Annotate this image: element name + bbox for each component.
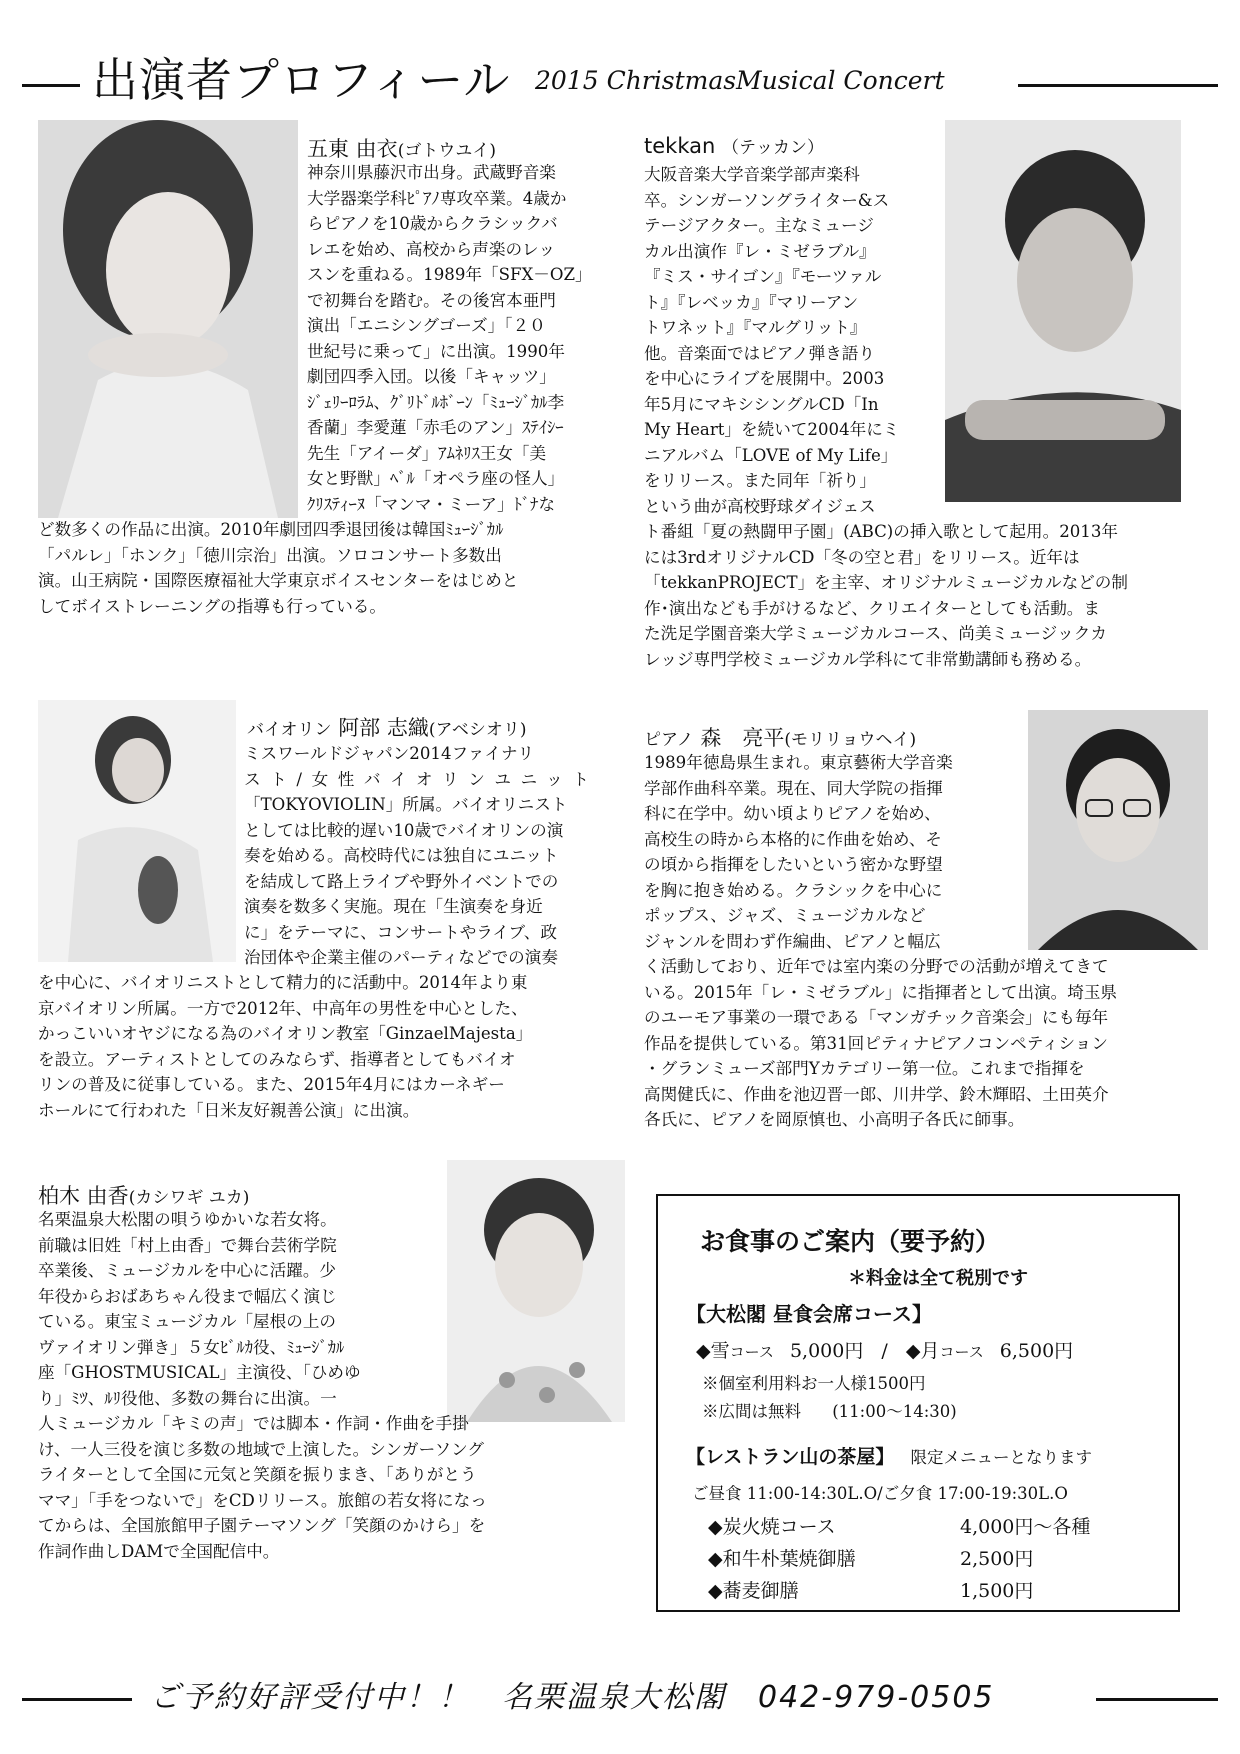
bio-line: ｸﾘｽﾃｨｰﾇ「マンマ・ミーア」ﾄﾞﾅな	[307, 494, 556, 514]
section-daishokaku: 【大松閣 昼食会席コース】	[686, 1302, 932, 1326]
menu-price: 1,500円	[960, 1580, 1034, 1602]
section-restaurant-title: 【レストラン山の茶屋】	[686, 1446, 895, 1468]
goto-name	[307, 133, 496, 163]
menu-item: ◆炭火焼コース	[708, 1516, 836, 1538]
bio-line: ポップス、ジャズ、ミュージカルなど	[644, 906, 926, 925]
bio-line: け、一人三役を演じ多数の地域で上演した。シンガーソング	[38, 1439, 484, 1459]
bio-line: ミスワールドジャパン2014ファイナリ	[244, 744, 535, 763]
bio-line: 学部作曲科卒業。現在、同大学院の指揮	[644, 778, 943, 798]
bio-line: く活動しており、近年では室内楽の分野での活動が増えてきて	[644, 957, 1109, 976]
tekkan-name-text: tekkan	[644, 134, 716, 158]
menu-price: 4,000円～各種	[960, 1516, 1091, 1538]
bio-line: 卒業後、ミュージカルを中心に活躍。少	[38, 1261, 337, 1280]
bio-line: スト/女性バイオリンユニット	[244, 769, 599, 789]
goto-name-text: 五東 由衣	[307, 137, 398, 161]
menu-item: ◆和牛朴葉焼御膳	[708, 1548, 856, 1570]
tekkan-name	[644, 133, 824, 158]
kashiwagi-name	[38, 1180, 249, 1210]
bio-line: 名栗温泉大松閣の唄うゆかいな若女将。	[38, 1210, 337, 1229]
abe-name	[247, 712, 526, 742]
bio-line: 他。音楽面ではピアノ弾き語り	[644, 343, 875, 363]
bio-line: ライターとして全国に元気と笑顔を振りまき、「ありがとう	[38, 1465, 477, 1484]
abe-bio	[244, 741, 599, 971]
bio-line: 各氏に、ピアノを岡原慎也、小高明子各氏に師事。	[644, 1110, 1025, 1129]
bio-line: 「TOKYOVIOLIN」所属。バイオリニスト	[244, 795, 568, 814]
tekkan-kana: （テッカン）	[721, 138, 824, 158]
bio-line: ジャンルを問わず作編曲、ピアノと幅広	[644, 931, 941, 951]
mori-name-text: 森 亮平	[700, 726, 785, 750]
page-subtitle: 2015 ChristmasMusical Concert	[535, 66, 945, 95]
snow-course: コース	[729, 1343, 774, 1361]
footer-rule-left	[22, 1698, 132, 1701]
bio-line: 先生「アイーダ」ｱﾑﾈﾘｽ王女「美	[307, 443, 547, 463]
bio-line: ｼﾞｪﾘｰﾛﾗﾑ、ｸﾞﾘﾄﾞﾙﾎﾞｰﾝ「ﾐｭｰｼﾞｶﾙ李	[307, 392, 565, 412]
bio-line: ヴァイオリン弾き」５女ﾋﾞﾙｶ役、ﾐｭｰｼﾞｶﾙ	[38, 1337, 345, 1357]
bio-line: ト』『レベッカ』『マリーアン	[644, 292, 859, 312]
abe-kana: (アベシオリ)	[428, 720, 527, 740]
moon-price: 6,500円	[999, 1340, 1074, 1362]
bio-line: 作詞作曲しDAMで全国配信中。	[38, 1541, 280, 1561]
abe-role: バイオリン	[247, 720, 332, 740]
abe-photo	[38, 700, 236, 962]
header-rule-left	[22, 84, 80, 87]
bio-line: た洗足学園音楽大学ミュージカルコース、尚美ミュージックカ	[644, 624, 1107, 643]
bio-line: 演。山王病院・国際医療福祉大学東京ボイスセンターをはじめと	[38, 571, 519, 590]
bio-line: 大学器楽学科ﾋﾟｱﾉ専攻卒業。4歳か	[307, 188, 567, 208]
page-title: 出演者プロフィール	[92, 53, 511, 107]
bio-line: という曲が高校野球ダイジェス	[644, 496, 876, 516]
bio-line: をリリース。また同年「祈り」	[644, 471, 876, 490]
bio-line: 女と野獣」ﾍﾞﾙ「オペラ座の怪人」	[307, 469, 565, 488]
bio-line: してボイストレーニングの指導も行っている。	[38, 596, 386, 616]
bio-line: ている。東宝ミュージカル「屋根の上の	[38, 1312, 337, 1331]
abe-bio-wide	[38, 970, 532, 1123]
bio-line: を胸に抱き始める。クラシックを中心に	[644, 880, 943, 900]
moon-course: コース	[939, 1343, 984, 1361]
bio-line: 年役からおばあちゃん役まで幅広く演じ	[38, 1286, 337, 1306]
moon-label: ◆月	[905, 1340, 940, 1362]
header-rule-right	[1018, 84, 1218, 87]
bio-line: カル出演作『レ・ミゼラブル』	[644, 241, 876, 261]
bio-line: 年5月にマキシシングルCD「In	[644, 394, 879, 414]
footer-rule-right	[1096, 1698, 1218, 1701]
bio-line: 京バイオリン所属。一方で2012年、中高年の男性を中心とした、	[38, 998, 528, 1018]
bio-line: を設立。アーティストとしてのみならず、指導者としてもバイオ	[38, 1049, 516, 1069]
goto-bio	[307, 160, 592, 517]
bio-line: を結成して路上ライブや野外イベントでの	[244, 871, 559, 891]
kashiwagi-name-text: 柏木 由香	[38, 1184, 129, 1208]
bio-line: 「パルレ」「ホンク」「徳川宗治」出演。ソロコンサート多数出	[38, 545, 502, 565]
bio-line: 大阪音楽大学音楽学部声楽科	[644, 165, 860, 184]
bio-line: テージアクター。主なミュージ	[644, 216, 874, 235]
bio-line: 香蘭」李愛蓮「赤毛のアン」ｽﾃｲｼｰ	[307, 418, 564, 437]
bio-line: 作品を提供している。第31回ピティナピアノコンペティション	[644, 1033, 1108, 1053]
bio-line: ・グランミューズ部門Yカテゴリー第一位。これまで指揮を	[644, 1059, 1085, 1078]
bio-line: で初舞台を踏む。その後宮本亜門	[307, 290, 556, 310]
bio-line: 1989年徳島県生まれ。東京藝術大学音楽	[644, 753, 953, 772]
bio-line: としては比較的遅い10歳でバイオリンの演	[244, 820, 564, 840]
bio-line: ママ」「手をつないで」をCDリリース。旅館の若女将になっ	[38, 1490, 487, 1510]
bio-line: かっこいいオヤジになる為のバイオリン教室「GinzaelMajesta」	[38, 1024, 533, 1043]
kashiwagi-kana: (カシワギ ユカ)	[128, 1188, 250, 1208]
bio-line: My Heart」を続いて2004年にミ	[644, 420, 900, 439]
bio-line: 科に在学中。幼い頃よりピアノを始め、	[644, 804, 941, 823]
snow-course-row	[696, 1336, 1073, 1363]
bio-line: を中心にライブを展開中。2003	[644, 369, 885, 388]
mori-bio	[644, 750, 1117, 1133]
bio-line: 劇団四季入団。以後「キャッツ」	[307, 367, 556, 386]
section-restaurant	[686, 1442, 1092, 1469]
bio-line: てからは、全国旅館甲子園テーマソング「笑顔のかけら」を	[38, 1516, 486, 1535]
restaurant-hours: ご昼食 11:00-14:30L.O/ご夕食 17:00-19:30L.O	[692, 1484, 1068, 1503]
reservation-footer: ご予約好評受付中！！ 名栗温泉大松閣 042-979-0505	[150, 1680, 995, 1715]
bio-line: ト番組「夏の熱闘甲子園」(ABC)の挿入歌として起用。2013年	[644, 522, 1119, 541]
bio-line: 前職は旧姓「村上由香」で舞台芸術学院	[38, 1235, 337, 1255]
mori-name	[644, 722, 916, 752]
bio-line: に」をテーマに、コンサートやライブ、政	[244, 922, 557, 942]
kashiwagi-bio	[38, 1207, 487, 1564]
bio-line: を中心に、バイオリニストとして精力的に活動中。2014年より東	[38, 973, 528, 992]
slash: /	[881, 1340, 888, 1362]
bio-line: 高校生の時から本格的に作曲を始め、そ	[644, 829, 943, 849]
snow-price: 5,000円	[789, 1340, 864, 1362]
bio-line: 作･演出なども手がけるなど、クリエイターとしても活動。ま	[644, 598, 1100, 618]
bio-line: いる。2015年「レ・ミゼラブル」に指揮者として出演。埼玉県	[644, 982, 1118, 1002]
meal-title: お食事のご案内（要予約）	[700, 1227, 1001, 1256]
room-note: ※個室利用料お一人様1500円	[702, 1374, 926, 1393]
bio-line: 奏を始める。高校時代には独自にユニット	[244, 846, 559, 865]
bio-line: 『ミス・サイゴン』『モーツァル	[644, 267, 882, 286]
bio-line: 世紀号に乗って」に出演。1990年	[307, 341, 565, 361]
bio-line: レッジ専門学校ミュージカル学科にて非常勤講師も務める。	[644, 649, 1092, 669]
bio-line: 演奏を数多く実施。現在「生演奏を身近	[244, 897, 543, 916]
bio-line: 高関健氏に、作曲を池辺晋一郎、川井学、鈴木輝昭、土田英介	[644, 1084, 1109, 1104]
bio-line: 卒。シンガーソングライター&ス	[644, 190, 890, 210]
snow-label: ◆雪	[696, 1340, 730, 1362]
bio-line: り」ﾐﾂ、ﾙﾘ役他、多数の舞台に出演。一	[38, 1388, 337, 1408]
bio-line: 神奈川県藤沢市出身。武蔵野音楽	[307, 163, 556, 182]
menu-price: 2,500円	[960, 1548, 1034, 1570]
mori-role: ピアノ	[644, 730, 694, 750]
bio-line: ニアルバム「LOVE of My Life」	[644, 445, 898, 465]
bio-line: 人ミュージカル「キミの声」では脚本・作詞・作曲を手掛	[38, 1414, 469, 1433]
tekkan-bio	[644, 162, 1128, 672]
bio-line: 座「GHOSTMUSICAL」主演役、「ひめゆ	[38, 1363, 361, 1382]
mori-kana: (モリリョウヘイ)	[784, 730, 917, 750]
goto-bio-wide	[38, 517, 518, 619]
bio-line: らピアノを10歳からクラシックバ	[307, 214, 558, 233]
hall-hours: (11:00～14:30)	[832, 1402, 957, 1421]
menu-item: ◆蕎麦御膳	[708, 1580, 799, 1602]
bio-line: リンの普及に従事している。また、2015年4月にはカーネギー	[38, 1075, 505, 1094]
hall-note	[702, 1398, 957, 1422]
section-restaurant-note: 限定メニューとなります	[910, 1448, 1092, 1467]
bio-line: には3rdオリジナルCD「冬の空と君」をリリース。近年は	[644, 547, 1080, 567]
bio-line: ど数多くの作品に出演。2010年劇団四季退団後は韓国ﾐｭｰｼﾞｶﾙ	[38, 520, 504, 539]
bio-line: ホールにて行われた「日米友好親善公演」に出演。	[38, 1100, 420, 1120]
abe-name-text: 阿部 志織	[338, 716, 429, 740]
goto-photo	[38, 120, 298, 518]
hall-note-text: ※広間は無料	[702, 1402, 801, 1421]
bio-line: の頃から指揮をしたいという密かな野望	[644, 855, 943, 874]
bio-line: トワネット』『マルグリット』	[644, 318, 867, 337]
bio-line: 治団体や企業主催のパーティなどでの演奏	[244, 948, 558, 967]
bio-line: のユーモア事業の一環である「マンガチック音楽会」にも毎年	[644, 1008, 1109, 1027]
goto-kana: (ゴトウユイ)	[397, 141, 496, 161]
bio-line: スンを重ねる。1989年「SFX－OZ」	[307, 265, 592, 284]
bio-line: 「tekkanPROJECT」を主宰、オリジナルミュージカルなどの制	[644, 573, 1128, 592]
tax-note: ＊料金は全て税別です	[848, 1268, 1028, 1289]
bio-line: レエを始め、高校から声楽のレッ	[307, 239, 556, 259]
bio-line: 演出「エニシングゴーズ」「２０	[307, 316, 546, 335]
meal-info-box	[656, 1194, 1180, 1612]
